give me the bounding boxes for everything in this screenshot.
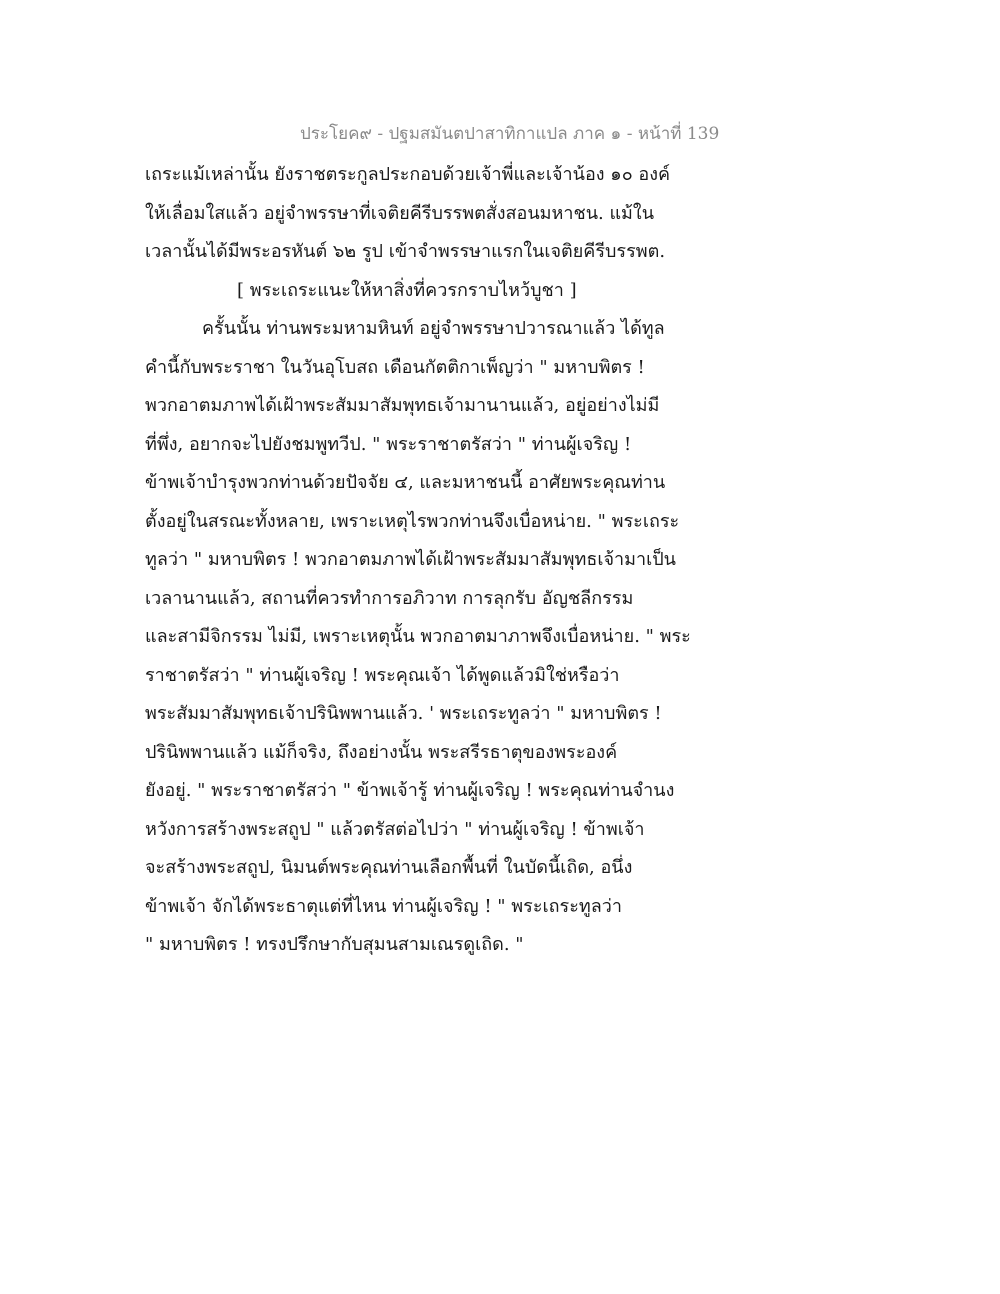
section-heading: [ พระเถระแนะให้หาสิ่งที่ควรกราบไหว้บูชา ] — [237, 279, 577, 301]
text-line: " มหาบพิตร ! ทรงปรึกษากับสุมนสามเณรดูเถิด. " — [145, 934, 524, 955]
text-line: และสามีจิกรรม ไม่มี, เพราะเหตุนั้น พวกอาตมาภาพจึงเบื่อหน่าย. " พระ — [145, 626, 691, 647]
body-text — [145, 156, 725, 965]
text-line: ยังอยู่. " พระราชาตรัสว่า " ข้าพเจ้ารู้ ท่านผู้เจริญ ! พระคุณท่านจำนง — [145, 780, 675, 801]
text-line: เถระแม้เหล่านั้น ยังราชตระกูลประกอบด้วยเจ้าพี่และเจ้าน้อง ๑๐ องค์ — [145, 164, 671, 185]
running-header: ประโยค๙ - ปฐมสมันตปาสาทิกาแปล ภาค ๑ - หน้าที่ 139 — [300, 124, 720, 144]
paragraph-first-line: ครั้นนั้น ท่านพระมหามหินท์ อยู่จำพรรษาปวารณาแล้ว ได้ทูล — [202, 318, 665, 339]
text-line: ข้าพเจ้าบำรุงพวกท่านด้วยปัจจัย ๔, และมหาชนนี้ อาศัยพระคุณท่าน — [145, 472, 666, 493]
text-line: ที่พึ่ง, อยากจะไปยังชมพูทวีป. " พระราชาตรัสว่า " ท่านผู้เจริญ ! — [145, 433, 632, 455]
text-line: ทูลว่า " มหาบพิตร ! พวกอาตมภาพได้เฝ้าพระสัมมาสัมพุทธเจ้ามาเป็น — [145, 549, 676, 570]
text-line: ให้เลื่อมใสแล้ว อยู่จำพรรษาที่เจติยคีรีบรรพตสั่งสอนมหาชน. แม้ใน — [145, 202, 655, 224]
text-line: พวกอาตมภาพได้เฝ้าพระสัมมาสัมพุทธเจ้ามานานแล้ว, อยู่อย่างไม่มี — [145, 395, 660, 416]
text-line: เวลานานแล้ว, สถานที่ควรทำการอภิวาท การลุกรับ อัญชลีกรรม — [145, 587, 634, 609]
text-line: ข้าพเจ้า จักได้พระธาตุแต่ที่ไหน ท่านผู้เจริญ ! " พระเถระทูลว่า — [145, 895, 622, 917]
text-line: พระสัมมาสัมพุทธเจ้าปรินิพพานแล้ว. ' พระเถระทูลว่า " มหาบพิตร ! — [145, 703, 662, 724]
text-line: ตั้งอยู่ในสรณะทั้งหลาย, เพราะเหตุไรพวกท่านจึงเบื่อหน่าย. " พระเถระ — [145, 510, 680, 532]
text-line: คำนี้กับพระราชา ในวันอุโบสถ เดือนกัตติกาเพ็ญว่า " มหาบพิตร ! — [145, 356, 645, 378]
text-line: จะสร้างพระสถูป, นิมนต์พระคุณท่านเลือกพื้นที่ ในบัดนี้เถิด, อนึ่ง — [145, 857, 633, 878]
text-line: เวลานั้นได้มีพระอรหันต์ ๖๒ รูป เข้าจำพรรษาแรกในเจติยคีรีบรรพต. — [145, 241, 666, 262]
text-line: ปรินิพพานแล้ว แม้ก็จริง, ถึงอย่างนั้น พระสรีรธาตุของพระองค์ — [145, 741, 618, 763]
text-line: หวังการสร้างพระสถูป " แล้วตรัสต่อไปว่า " ท่านผู้เจริญ ! ข้าพเจ้า — [145, 818, 645, 840]
text-line: ราชาตรัสว่า " ท่านผู้เจริญ ! พระคุณเจ้า ได้พูดแล้วมิใช่หรือว่า — [145, 664, 620, 686]
